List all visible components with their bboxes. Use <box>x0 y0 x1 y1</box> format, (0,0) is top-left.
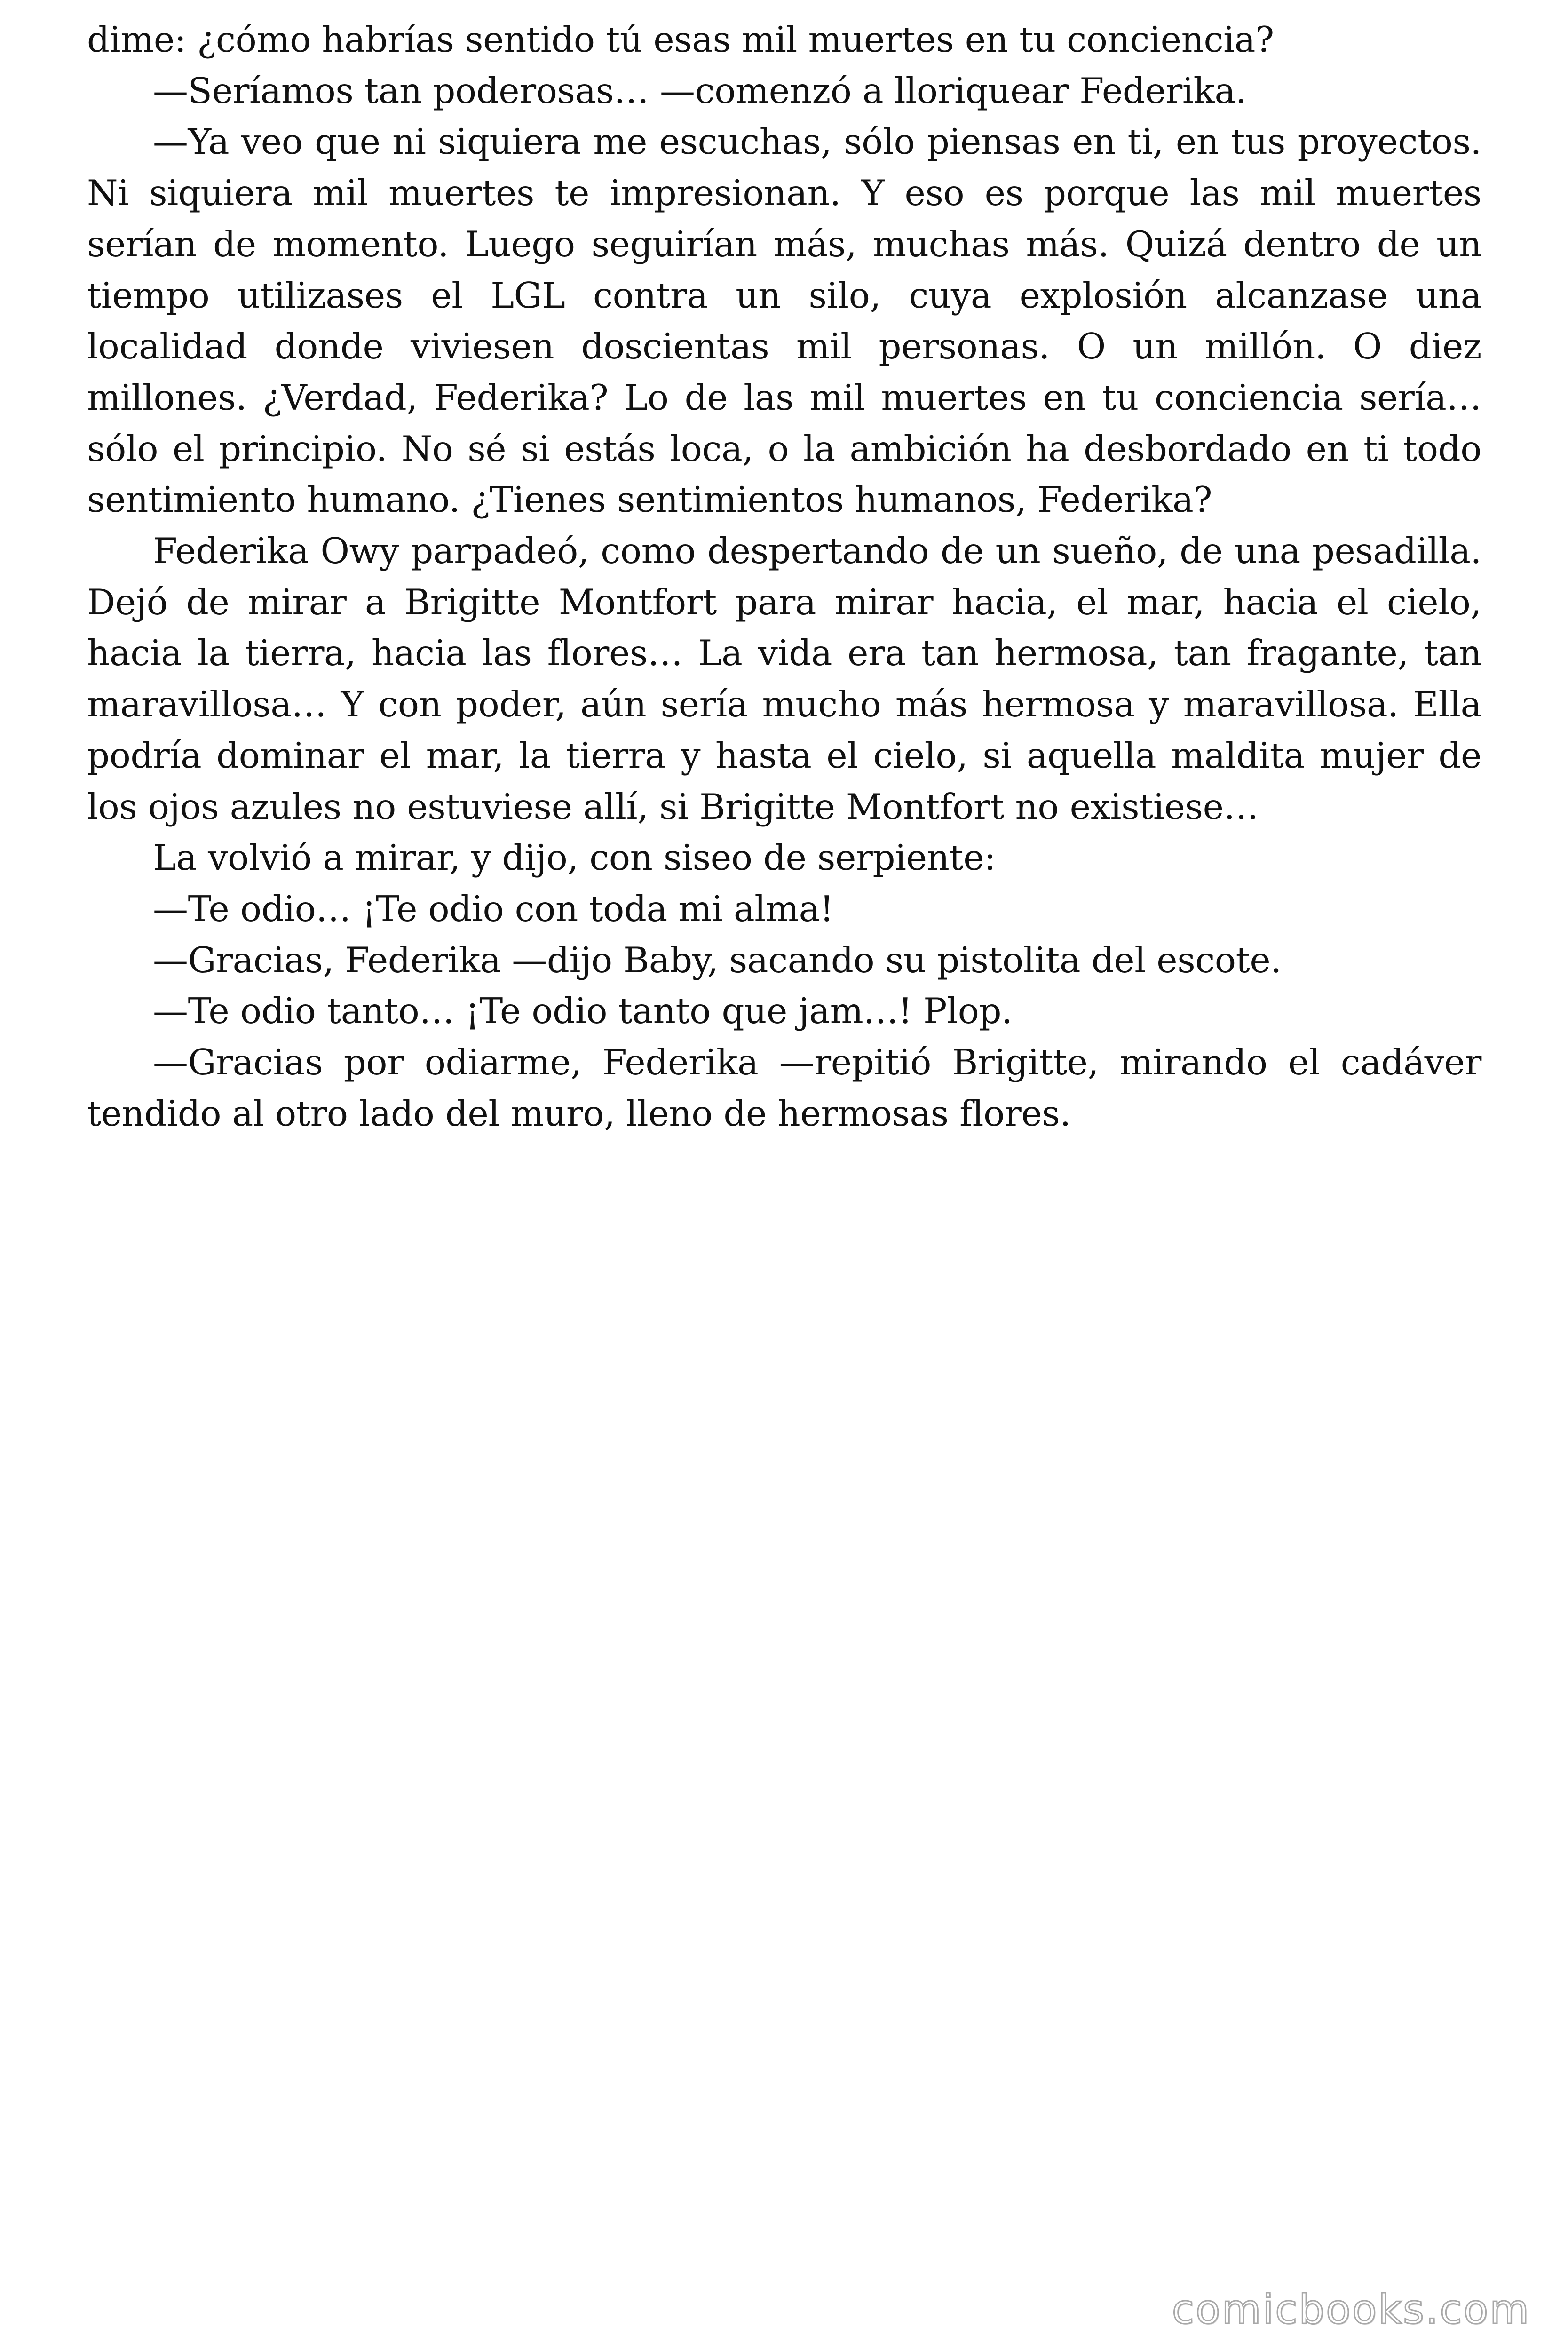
paragraph-continuation: dime: ¿cómo habrías sentido tú esas mil muertes en tu conciencia? <box>87 19 1274 60</box>
paragraph: —Seríamos tan poderosas… —comenzó a lloriquear Federika. <box>153 70 1247 111</box>
paragraph: —Te odio… ¡Te odio con toda mi alma! <box>153 888 834 930</box>
paragraph: —Te odio tanto… ¡Te odio tanto que jam…! Plop. <box>153 990 1013 1032</box>
paragraph: —Ya veo que ni siquiera me escuchas, sólo piensas en ti, en tus proyectos. Ni siquiera mil muertes te impresionan. Y eso es porque las mil muertes serían de momento. Luego seguirían más, muchas más. Quizá dentro de un tiempo utilizases el LGL contra un silo, cuya explosión alcanzase una localidad donde viviesen doscientas mil personas. O un millón. O diez millones. ¿Verdad, Federika? Lo de las mil muertes en tu conciencia sería… sólo el principio. No sé si estás loca, o la ambición ha desbordado en ti todo sentimiento humano. ¿Tienes sentimientos humanos, Federika? <box>87 121 1481 521</box>
paragraph: —Gracias, Federika —dijo Baby, sacando su pistolita del escote. <box>153 939 1282 981</box>
paragraph: La volvió a mirar, y dijo, con siseo de serpiente: <box>153 837 996 879</box>
paragraph: —Gracias por odiarme, Federika —repitió Brigitte, mirando el cadáver tendido al otro lado del muro, lleno de hermosas flores. <box>87 1041 1481 1134</box>
body-text <box>87 14 1481 1139</box>
paragraph: Federika Owy parpadeó, como despertando de un sueño, de una pesadilla. Dejó de mirar a Brigitte Montfort para mirar hacia, el mar, hacia el cielo, hacia la tierra, hacia las flores… La vida era tan hermosa, tan fragante, tan maravillosa… Y con poder, aún sería mucho más hermosa y maravillosa. Ella podría dominar el mar, la tierra y hasta el cielo, si aquella maldita mujer de los ojos azules no estuviese allí, si Brigitte Montfort no existiese… <box>87 530 1481 827</box>
watermark-text: comicbooks.com <box>1172 2286 1530 2333</box>
